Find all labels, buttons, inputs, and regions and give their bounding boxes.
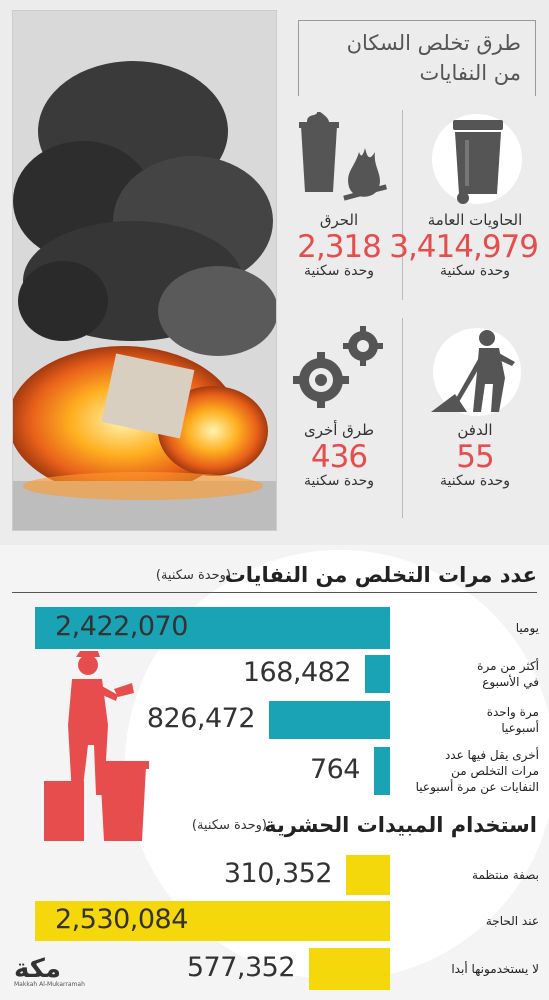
- category-label-line: لا يستخدمونها أبدا: [451, 962, 539, 976]
- stat-unit: وحدة سكنية: [304, 263, 374, 279]
- bar-value-label: 2,422,070: [55, 611, 188, 642]
- stat-unit: وحدة سكنية: [440, 473, 510, 489]
- title-line-1: طرق تخلص السكان: [346, 31, 521, 55]
- category-label: [398, 747, 539, 795]
- stat-burying: [412, 322, 538, 489]
- stat-name: طرق أخرى: [303, 421, 375, 439]
- bar-value-label: 310,352: [223, 858, 332, 889]
- category-label: [398, 704, 539, 736]
- stat-public-containers: [389, 112, 538, 279]
- stat-value: 2,318: [297, 229, 381, 265]
- burning-bin-icon: [279, 112, 399, 207]
- gears-icon: [279, 322, 399, 417]
- stat-value: 55: [456, 439, 494, 475]
- chart1-unit-note: (وحدة سكنية): [155, 568, 231, 583]
- category-label-line: بصفة منتظمة: [472, 868, 539, 882]
- bar: [346, 855, 390, 895]
- bar: [309, 948, 390, 990]
- stat-name: الحاويات العامة: [427, 211, 523, 229]
- category-label: [398, 867, 539, 883]
- burning-waste-photo: [12, 10, 277, 531]
- bar-value-label: 826,472: [146, 703, 255, 734]
- garbage-bin-icon: [415, 112, 535, 207]
- category-label: [398, 913, 539, 929]
- bar: [365, 655, 390, 693]
- makkah-logo: [14, 954, 85, 988]
- stat-value: 436: [310, 439, 368, 475]
- stat-unit: وحدة سكنية: [440, 263, 510, 279]
- stat-unit: وحدة سكنية: [304, 473, 374, 489]
- stat-name: الحرق: [319, 211, 359, 229]
- stat-other-methods: [276, 322, 402, 489]
- category-label: [398, 961, 539, 977]
- category-label-line: النفايات عن مرة أسبوعيا: [415, 780, 539, 794]
- logo-subtitle: Makkah Al-Mukarramah: [14, 981, 85, 988]
- bottom-section: [0, 545, 549, 1000]
- category-label: [398, 658, 539, 690]
- stat-name: الدفن: [457, 421, 493, 439]
- chart2-title: استخدام المبيدات الحشرية: [264, 813, 537, 837]
- stat-value: 3,414,979: [389, 229, 538, 265]
- chart1-title: عدد مرات التخلص من النفايات: [224, 563, 537, 587]
- bar-value-label: 577,352: [186, 952, 295, 983]
- bar-value-label: 168,482: [242, 657, 351, 688]
- category-label: [398, 620, 539, 636]
- category-label-line: مرات التخلص من: [451, 764, 539, 778]
- bar-value-label: 2,530,084: [55, 904, 188, 935]
- chart1-title-rule: [12, 592, 537, 593]
- stat-burning: [276, 112, 402, 279]
- worker-digging-icon: [415, 322, 535, 417]
- divider: [402, 318, 403, 518]
- logo-mark: مكة: [14, 954, 61, 984]
- category-label-line: يوميا: [515, 621, 539, 635]
- chart2-unit-note: (وحدة سكنية): [191, 818, 267, 833]
- bar-value-label: 764: [309, 754, 360, 785]
- category-label-line: في الأسبوع: [482, 675, 539, 689]
- title-box: [298, 20, 536, 96]
- title-line-2: من النفايات: [419, 61, 521, 85]
- bar: [374, 747, 390, 795]
- category-label-line: مرة واحدة: [486, 705, 539, 719]
- category-label-line: عند الحاجة: [485, 914, 539, 928]
- category-label-line: أكثر من مرة: [477, 659, 539, 673]
- category-label-line: أخرى يقل فيها عدد: [444, 748, 539, 762]
- divider: [402, 110, 403, 300]
- category-label-line: أسبوعيا: [501, 721, 539, 735]
- bar: [269, 701, 390, 739]
